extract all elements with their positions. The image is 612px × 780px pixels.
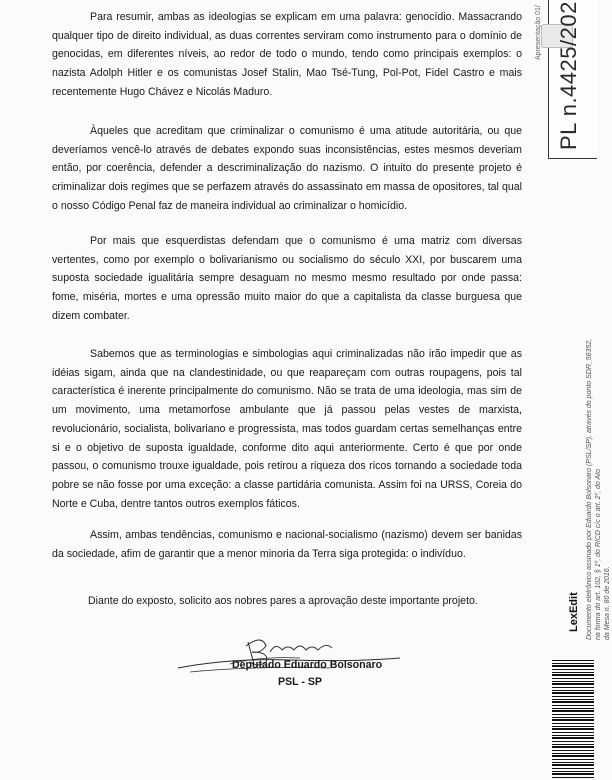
lexedit-logo: LexEdit	[568, 592, 580, 632]
paragraph-authoritarian: Àqueles que acreditam que criminalizar o comunismo é uma atitude autoritária, ou que deveríamos vencê-lo através de debates expondo suas inconsistências, estes mesmos deveriam então, por coerência, defender a descriminalização do nazismo. O intuito do presente projeto é criminalizar dois regimes que se perfazem através do assassinato em massa de opositores, tal qual o nosso Código Penal faz de maneira individual ao criminalizar o homicídio.	[52, 125, 522, 212]
paragraph-closing: Diante do exposto, solicito aos nobres pares a aprovação deste importante projeto.	[88, 595, 478, 607]
paragraph-terminology: Sabemos que as terminologias e simbologias aqui criminalizadas não irão impedir que as idéias sigam, ainda que na clandestinidade, ou que reapareçam com outras roupagens, pois tal característica é inerente principalmente do comunismo. Não se trata de uma ideologia, mas sim de um movimento, uma metamorfose ambulante que já passou pelas vestes de marxista, revolucionário, socialista, bolivariano e progressista, mas todos guardam certas semelhanças entre si e o objetivo de suposta igualdade, conforme dito aqui anteriormente. Certo é que por onde passou, o comunismo trouxe igualdade, pois retirou a riqueza dos ricos tornando a sociedade toda pobre se não fosse por uma exceção: a classe partidária comunista. Assim foi na URSS, Coreia do Norte e Cuba, dentre tantos outros exemplos fáticos.	[52, 348, 522, 510]
bill-number: PL n.4425/202	[556, 1, 581, 150]
side-note-line: da Mesa n. 80 de 2016.	[604, 566, 611, 640]
paragraph-variants: Por mais que esquerdistas defendam que o comunismo é uma matriz com diversas vertentes, como por exemplo o bolivarianismo ou socialismo do século XXI, por buscarem uma suposta sociedade igualitária sempre desaguam no mesmo mesmo resultado por onde passa: fome, miséria, mortes e uma opressão muito maior do que a capitalista da classe burguesa que dizem combater.	[52, 235, 522, 322]
signature-block	[170, 628, 410, 708]
paragraph-summary: Para resumir, ambas as ideologias se explicam em uma palavra: genocídio. Massacrando qualquer tipo de direito individual, as duas correntes serviram como instrumento para o domínio de genocidas, em diferentes níveis, ao redor de todo o mundo, tendo como principais exemplos: o nazista Adolph Hitler e os comunistas Josef Stalin, Mao Tsé-Tung, Pol-Pot, Fidel Castro e mais recentemente Hugo Chávez e Nicolás Maduro.	[52, 11, 522, 98]
barcode-icon	[552, 660, 594, 778]
paragraph-ban: Assim, ambas tendências, comunismo e nacional-socialismo (nazismo) devem ser banidas da sociedade, afim de garantir que a menor minoria da Terra siga protegida: o indivíduo.	[52, 529, 522, 560]
side-note-line: na forma do art. 102, § 1º, do RICD c/c o art. 2º, do Ato	[595, 469, 602, 640]
stamp-header: Apresentação 01/	[535, 5, 542, 60]
electronic-signature-note	[585, 339, 612, 640]
signatory-party: PSL - SP	[278, 676, 322, 688]
side-note-line: Documento eletrônico assinado por Eduardo Bolsonaro (PSL/SP), através do ponto SDR_56352,	[586, 338, 593, 640]
signatory-name: Deputado Eduardo Bolsonaro	[232, 659, 383, 671]
